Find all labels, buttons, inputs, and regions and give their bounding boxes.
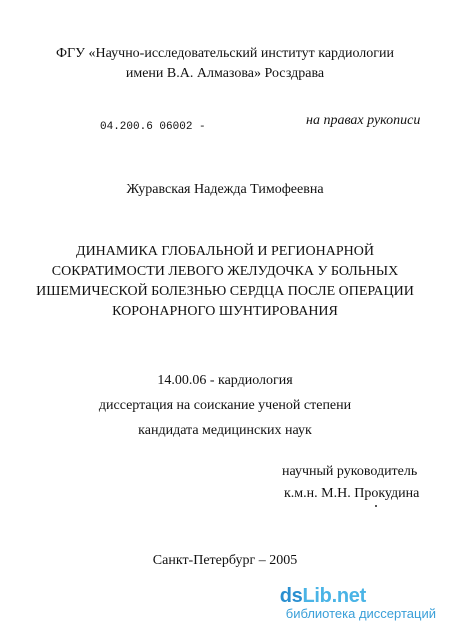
- city-year: Санкт-Петербург – 2005: [152, 553, 298, 568]
- ink-speck: [375, 505, 377, 507]
- specialty-block: [0, 368, 450, 443]
- degree-line-2: кандидата медицинских наук: [138, 423, 312, 438]
- watermark-subtitle: библиотека диссертаций: [285, 606, 436, 621]
- title-line: ИШЕМИЧЕСКОЙ БОЛЕЗНЬЮ СЕРДЦА ПОСЛЕ ОПЕРАЦИИ: [36, 284, 414, 299]
- institution-line-2: имени В.А. Алмазова» Росздрава: [125, 66, 325, 81]
- institution-header: [0, 44, 450, 84]
- dissertation-title: [0, 242, 450, 322]
- logo-net: .net: [331, 585, 366, 607]
- logo-ds: ds: [279, 585, 303, 607]
- rights-note: на правах рукописи: [306, 113, 421, 128]
- supervisor-block: [282, 461, 419, 505]
- degree-line-1: диссертация на соискание ученой степени: [98, 398, 352, 413]
- registration-stamp: 04.200.6 06002 -: [100, 121, 206, 133]
- specialty-code: 14.00.06 - кардиология: [157, 373, 293, 388]
- author-name: Журавская Надежда Тимофеевна: [126, 182, 324, 197]
- logo-lib: Lib: [302, 585, 332, 607]
- title-line: ДИНАМИКА ГЛОБАЛЬНОЙ И РЕГИОНАРНОЙ: [76, 244, 374, 259]
- dslib-watermark: [280, 586, 436, 620]
- watermark-logo: [280, 586, 436, 606]
- title-line: СОКРАТИМОСТИ ЛЕВОГО ЖЕЛУДОЧКА У БОЛЬНЫХ: [51, 264, 399, 279]
- supervisor-label: научный руководитель: [282, 464, 418, 479]
- supervisor-name: к.м.н. М.Н. Прокудина: [284, 486, 420, 501]
- institution-line-1: ФГУ «Научно-исследовательский институт кардиологии: [55, 46, 395, 61]
- title-line: КОРОНАРНОГО ШУНТИРОВАНИЯ: [112, 304, 338, 319]
